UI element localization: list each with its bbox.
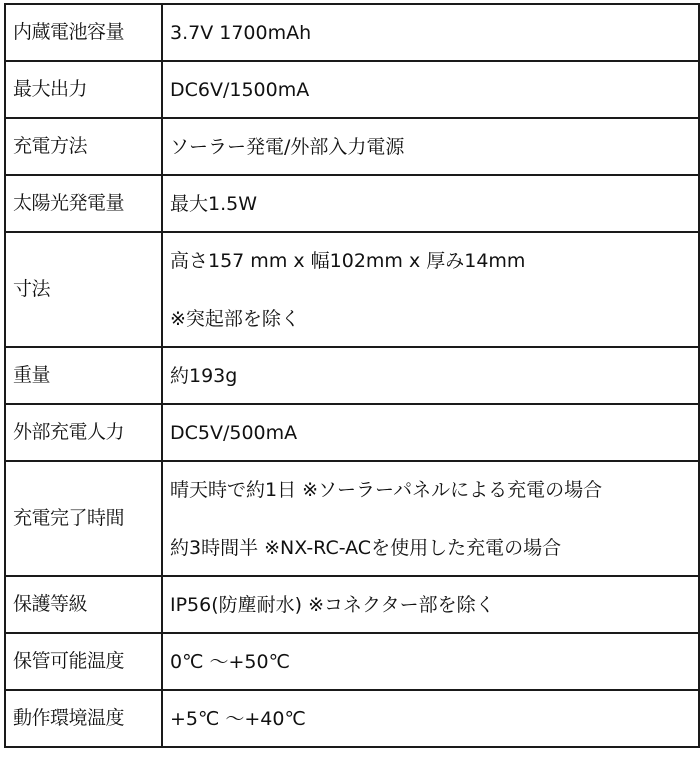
spec-value-line: +5℃ ～+40℃ xyxy=(170,707,306,730)
spec-value xyxy=(162,118,699,175)
spec-value xyxy=(162,576,699,633)
spec-row-battery-capacity xyxy=(5,4,699,61)
spec-value-line: DC6V/1500mA xyxy=(170,78,310,101)
spec-label: 内蔵電池容量 xyxy=(5,4,162,61)
spec-row-max-output xyxy=(5,61,699,118)
spec-label: 動作環境温度 xyxy=(5,690,162,747)
spec-value-line: ソーラー発電/外部入力電源 xyxy=(170,135,405,158)
spec-value-line: 約3時間半 ※NX-RC-ACを使用した充電の場合 xyxy=(170,536,562,559)
spec-row-charge-time xyxy=(5,461,699,576)
spec-value xyxy=(162,347,699,404)
spec-label: 充電方法 xyxy=(5,118,162,175)
spec-row-weight xyxy=(5,347,699,404)
spec-table xyxy=(4,3,700,748)
spec-row-solar-output xyxy=(5,175,699,232)
spec-row-storage-temperature xyxy=(5,633,699,690)
spec-label: 太陽光発電量 xyxy=(5,175,162,232)
spec-row-external-input xyxy=(5,404,699,461)
spec-value-line: 高さ157 mm x 幅102mm x 厚み14mm xyxy=(170,249,526,272)
spec-label: 外部充電人力 xyxy=(5,404,162,461)
spec-value xyxy=(162,690,699,747)
spec-value-line: 晴天時で約1日 ※ソーラーパネルによる充電の場合 xyxy=(170,478,603,501)
spec-value xyxy=(162,175,699,232)
spec-value-line: 3.7V 1700mAh xyxy=(170,21,312,44)
spec-value xyxy=(162,4,699,61)
spec-label: 保管可能温度 xyxy=(5,633,162,690)
spec-value-line: IP56(防塵耐水) ※コネクター部を除く xyxy=(170,593,495,616)
spec-row-operating-temperature xyxy=(5,690,699,747)
spec-label: 最大出力 xyxy=(5,61,162,118)
spec-value-line: DC5V/500mA xyxy=(170,421,298,444)
spec-row-charging-method xyxy=(5,118,699,175)
spec-value xyxy=(162,61,699,118)
spec-label: 寸法 xyxy=(5,232,162,347)
spec-value-line: 0℃ ～+50℃ xyxy=(170,650,290,673)
spec-row-protection-rating xyxy=(5,576,699,633)
spec-label: 充電完了時間 xyxy=(5,461,162,576)
spec-value-note: ※突起部を除く xyxy=(170,307,300,330)
spec-label: 重量 xyxy=(5,347,162,404)
spec-row-dimensions xyxy=(5,232,699,347)
spec-value xyxy=(162,404,699,461)
spec-value xyxy=(162,461,699,576)
spec-value-line: 約193g xyxy=(170,364,238,387)
spec-value-line: 最大1.5W xyxy=(170,192,258,215)
spec-value xyxy=(162,633,699,690)
spec-value xyxy=(162,232,699,347)
spec-label: 保護等級 xyxy=(5,576,162,633)
